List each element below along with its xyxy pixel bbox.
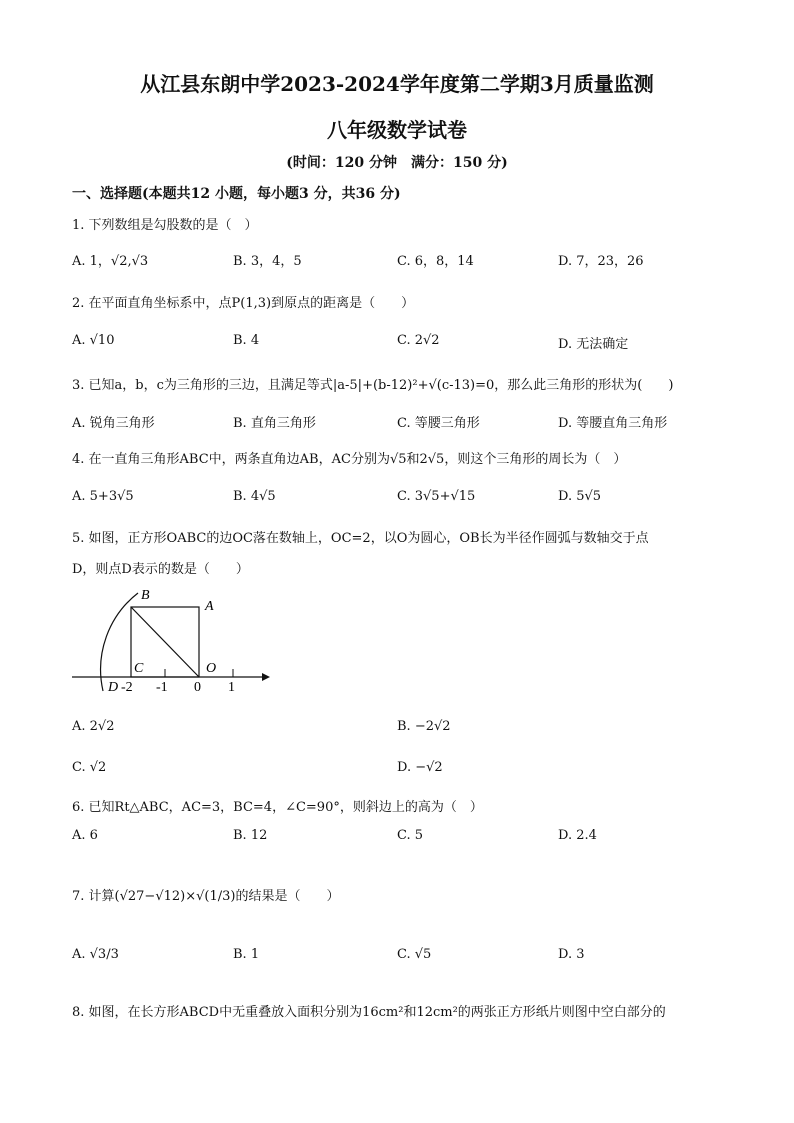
q4-option-c[interactable]: C. 3√5+√15	[397, 489, 476, 504]
q1-option-b[interactable]: B. 3，4，5	[233, 254, 302, 269]
point-label-d: D	[108, 680, 119, 695]
q3-option-c[interactable]: C. 等腰三角形	[397, 416, 480, 431]
q5-option-b[interactable]: B. −2√2	[397, 719, 451, 734]
q5-option-c[interactable]: C. √2	[72, 760, 107, 775]
q1-option-d[interactable]: D. 7，23，26	[558, 254, 644, 269]
question-5-stem-continued: D，则点D表示的数是（ ）	[72, 562, 249, 577]
q6-option-d[interactable]: D. 2.4	[558, 828, 597, 843]
question-7-stem: 7. 计算(√27−√12)×√(1/3)的结果是（ ）	[72, 889, 340, 904]
tick-label-neg1: -1	[156, 680, 168, 695]
tick-label-1: 1	[228, 680, 235, 695]
point-label-b: B	[141, 588, 150, 603]
question-5-stem: 5. 如图，正方形OABC的边OC落在数轴上，OC=2，以O为圆心，OB长为半径作圆弧与数轴交于点	[72, 531, 649, 546]
page-title: 从江县东朗中学2023-2024学年度第二学期3月质量监测	[140, 72, 654, 96]
q7-option-d[interactable]: D. 3	[558, 947, 585, 962]
q1-option-a[interactable]: A. 1，√2,√3	[72, 254, 149, 269]
q4-option-d[interactable]: D. 5√5	[558, 489, 602, 504]
page-subtitle: 八年级数学试卷	[327, 118, 467, 142]
q7-option-c[interactable]: C. √5	[397, 947, 432, 962]
q2-option-a[interactable]: A. √10	[72, 333, 115, 348]
point-label-c: C	[134, 661, 144, 676]
q6-option-a[interactable]: A. 6	[72, 828, 98, 843]
question-8-stem: 8. 如图，在长方形ABCD中无重叠放入面积分别为16cm²和12cm²的两张正方形纸片则图中空白部分的	[72, 1005, 666, 1020]
number-line-square-figure	[68, 583, 278, 698]
question-1-stem: 1. 下列数组是勾股数的是（ ）	[72, 218, 258, 233]
q2-option-c[interactable]: C. 2√2	[397, 333, 440, 348]
q6-option-c[interactable]: C. 5	[397, 828, 424, 843]
q1-option-c[interactable]: C. 6，8，14	[397, 254, 474, 269]
q7-option-a[interactable]: A. √3/3	[72, 947, 119, 962]
point-label-a: A	[205, 599, 214, 614]
q4-option-b[interactable]: B. 4√5	[233, 489, 276, 504]
point-label-o: O	[206, 661, 217, 676]
number-line-arrow	[262, 673, 270, 681]
tick-label-0: 0	[194, 680, 201, 695]
question-4-stem: 4. 在一直角三角形ABC中，两条直角边AB，AC分别为√5和2√5，则这个三角形的周长为（ ）	[72, 452, 627, 467]
question-3-stem: 3. 已知a，b，c为三角形的三边，且满足等式|a-5|+(b-12)²+√(c-13)=0，那么此三角形的形状为( )	[72, 378, 674, 393]
q5-option-d[interactable]: D. −√2	[397, 760, 443, 775]
tick-label-neg2: -2	[121, 680, 133, 695]
section-heading: 一、选择题(本题共12 小题，每小题3 分，共36 分)	[72, 186, 401, 202]
q2-option-d[interactable]: D. 无法确定	[558, 337, 629, 352]
q5-option-a[interactable]: A. 2√2	[72, 719, 115, 734]
question-2-stem: 2. 在平面直角坐标系中，点P(1,3)到原点的距离是（ ）	[72, 296, 415, 311]
q3-option-d[interactable]: D. 等腰直角三角形	[558, 416, 668, 431]
question-6-stem: 6. 已知Rt△ABC，AC=3，BC=4，∠C=90°，则斜边上的高为（ ）	[72, 800, 483, 815]
q3-option-a[interactable]: A. 锐角三角形	[72, 416, 155, 431]
q3-option-b[interactable]: B. 直角三角形	[233, 416, 316, 431]
q7-option-b[interactable]: B. 1	[233, 947, 260, 962]
exam-meta: (时间：120 分钟 满分：150 分)	[286, 155, 508, 171]
q6-option-b[interactable]: B. 12	[233, 828, 268, 843]
q4-option-a[interactable]: A. 5+3√5	[72, 489, 134, 504]
q2-option-b[interactable]: B. 4	[233, 333, 260, 348]
